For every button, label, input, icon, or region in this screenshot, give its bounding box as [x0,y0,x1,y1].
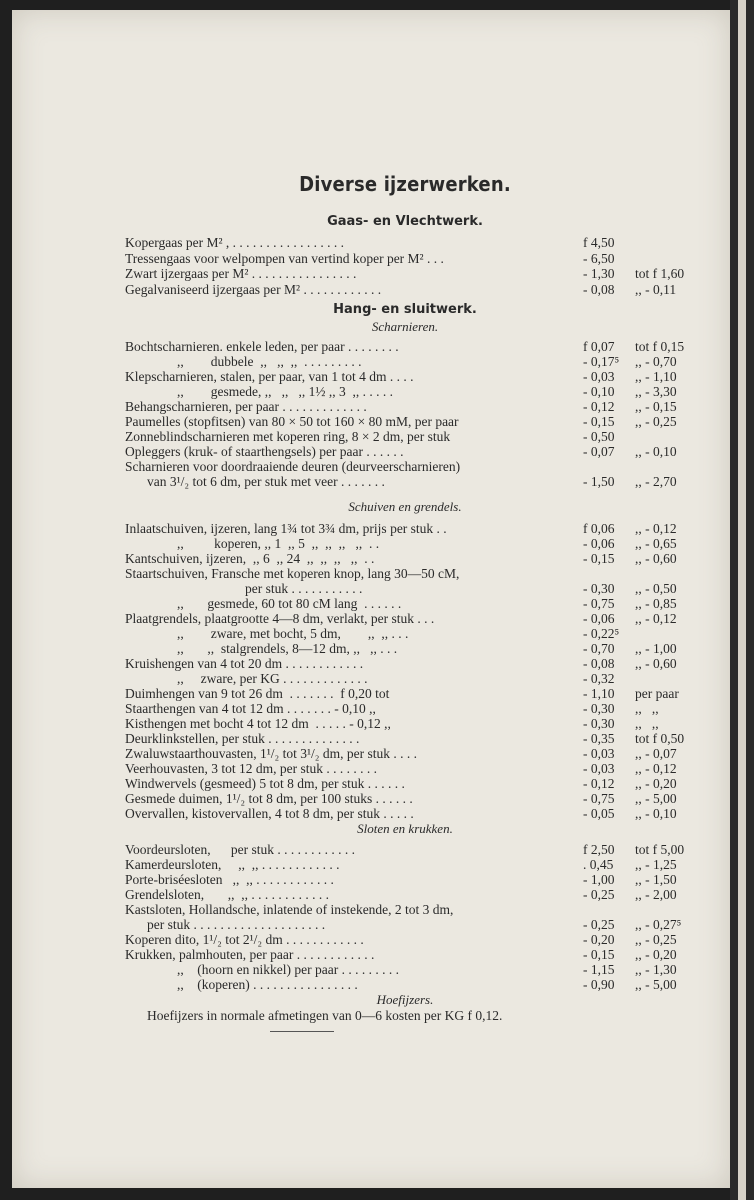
row-label: Kantschuiven, ijzeren, ,, 6 ,, 24 ,, ,, ,, ,, . . [125,551,375,566]
row-price: - 1,30 [583,266,615,281]
closing-rule [270,1031,334,1032]
row-range: ,, - 1,50 [635,872,677,887]
row-paumelles [125,414,715,430]
row-windwervels [125,776,715,792]
next-page-strip [738,0,746,1200]
row-label: Kruishengen van 4 tot 20 dm . . . . . . . . . . . . [125,656,364,671]
row-range: ,, - 0,25 [635,932,677,947]
row-zware-grendels [125,626,715,642]
subsection-hoefijzers: Hoefijzers. [376,992,434,1007]
row-price: - 0,15 [583,947,615,962]
row-price: - 1,10 [583,686,615,701]
row-price: - 0,03 [583,369,615,384]
row-staartschuiven [125,566,715,582]
row-range: tot f 1,60 [635,266,685,281]
row-price: - 1,00 [583,872,615,887]
row-tressengaas [125,251,715,267]
row-range: ,, - 0,15 [635,399,677,414]
row-label: Krukken, palmhouten, per paar . . . . . . . . . . . . [125,947,375,962]
row-krukken-hoorn [125,962,715,978]
row-range: ,, - 5,00 [635,977,677,992]
row-price: - 0,15 [583,551,615,566]
row-range: ,, - 0,12 [635,521,677,536]
row-label: Staartschuiven, Fransche met koperen knop, lang 30—50 cM, [125,566,460,581]
row-price: f 4,50 [583,235,615,250]
row-behangscharnieren [125,399,715,415]
row-label: Bochtscharnieren. enkele leden, per paar . . . . . . . . [125,339,399,354]
row-label: Grendelsloten, ,, ,, . . . . . . . . . . . . [125,887,329,902]
subsection-scharnieren: Scharnieren. [371,319,439,334]
row-range: ,, - 0,25 [635,414,677,429]
row-label: Veerhouvasten, 3 tot 12 dm, per stuk . . . . . . . . [125,761,377,776]
row-krukken [125,947,715,963]
row-klepscharnieren [125,369,715,385]
row-range: ,, - 0,10 [635,806,677,821]
row-label: Kamerdeursloten, ,, ,, . . . . . . . . . . . . [125,857,340,872]
row-label: Duimhengen van 9 tot 26 dm . . . . . . . f 0,20 tot [125,686,390,701]
row-range: tot f 0,15 [635,339,685,354]
row-range: ,, - 0,12 [635,611,677,626]
row-price: - 0,30 [583,701,615,716]
row-label: ,, ,, stalgrendels, 8—12 dm, ,, ,, . . . [177,641,398,656]
row-range: tot f 5,00 [635,842,685,857]
row-price: - 0,03 [583,761,615,776]
row-koperen-dito [125,932,715,948]
row-price: - 0,30 [583,716,615,731]
row-grendelsloten [125,887,715,903]
row-price: - 0,08 [583,282,615,297]
row-range: ,, - 0,11 [635,282,677,297]
row-range: ,, - 1,25 [635,857,677,872]
subsection-schuiven: Schuiven en grendels. [348,499,462,514]
row-opleggers [125,444,715,460]
row-label: Scharnieren voor doordraaiende deuren (deurveerscharnieren) [125,459,461,474]
row-price: - 0,15 [583,414,615,429]
row-range: ,, - 0,65 [635,536,677,551]
row-price: - 6,50 [583,251,615,266]
row-price: - 0,90 [583,977,615,992]
row-range: ,, - 0,70 [635,354,677,369]
row-voordeursloten [125,842,715,858]
row-label: Inlaatschuiven, ijzeren, lang 1¾ tot 3¾ dm, prijs per stuk . . [125,521,447,536]
row-label: Kopergaas per M² , . . . . . . . . . . . . . . . . . [125,235,345,250]
row-label: ,, (hoorn en nikkel) per paar . . . . . . . . . [177,962,399,977]
row-kisthengen [125,716,715,732]
row-gesmede-duimen [125,791,715,807]
row-gegalvaniseerd [125,282,715,298]
row-gesmede-scharnieren [125,384,715,400]
row-label: Plaatgrendels, plaatgrootte 4—8 dm, verlakt, per stuk . . . [125,611,435,626]
row-koperen-schuiven [125,536,715,552]
row-price: - 0,06 [583,536,615,551]
row-range: ,, - 1,10 [635,369,677,384]
next-page-edge [730,0,754,1200]
footer-hoefijzers: Hoefijzers in normale afmetingen van 0—6 kosten per KG f 0,12. [147,1008,503,1023]
row-price: - 0,50 [583,429,615,444]
row-range: ,, - 0,07 [635,746,677,761]
row-label: Behangscharnieren, per paar . . . . . . . . . . . . . [125,399,367,414]
row-kastsloten [125,902,715,918]
section-gaas: Gaas- en Vlechtwerk. [327,214,483,229]
row-inlaatschuiven [125,521,715,537]
row-label: ,, koperen, ,, 1 ,, 5 ,, ,, ,, ,, . . [177,536,380,551]
row-price: - 0,25 [583,887,615,902]
row-range: ,, - 2,70 [635,474,677,489]
row-price: - 0,25 [583,917,615,932]
row-range: ,, - 0,10 [635,444,677,459]
row-label: per stuk . . . . . . . . . . . . . . . . . . . . [147,917,326,932]
row-dubbele [125,354,715,370]
row-staarthengen [125,701,715,717]
row-porte-briseesloten [125,872,715,888]
row-overvallen [125,806,715,822]
row-zwart-ijzergaas [125,266,715,282]
row-kastsloten-per-stuk [125,917,715,933]
row-bochtscharnieren [125,339,715,355]
row-label: Tressengaas voor welpompen van vertind koper per M² . . . [125,251,444,266]
row-range: ,, ,, [635,716,659,731]
row-label: Voordeursloten, per stuk . . . . . . . . . . . . [125,842,355,857]
row-price: - 1,15 [583,962,615,977]
row-label: Gegalvaniseerd ijzergaas per M² . . . . . . . . . . . . [125,282,382,297]
row-range: ,, - 1,30 [635,962,677,977]
row-price: f 2,50 [583,842,615,857]
row-price: - 0,03 [583,746,615,761]
row-price: - 0,20 [583,932,615,947]
row-label: per stuk . . . . . . . . . . . [245,581,363,596]
row-price: - 0,35 [583,731,615,746]
row-kruishengen-zware [125,671,715,687]
row-label: Windwervels (gesmeed) 5 tot 8 dm, per stuk . . . . . . [125,776,405,791]
row-zwaluwstaarthouvasten [125,746,715,762]
row-label: Zonneblindscharnieren met koperen ring, 8 × 2 dm, per stuk [125,429,451,444]
row-range: ,, - 0,27⁵ [635,917,682,932]
row-range: ,, - 0,60 [635,656,677,671]
row-range: ,, - 1,00 [635,641,677,656]
row-price: - 0,06 [583,611,615,626]
row-label: Deurklinkstellen, per stuk . . . . . . . . . . . . . . [125,731,360,746]
row-label: Porte-briséesloten ,, ,, . . . . . . . . . . . . [125,872,334,887]
row-price: - 1,50 [583,474,615,489]
row-range: ,, - 3,30 [635,384,677,399]
row-range: ,, - 0,20 [635,947,677,962]
row-label: Kisthengen met bocht 4 tot 12 dm . . . . . - 0,12 ,, [125,716,391,731]
row-label: Kastsloten, Hollandsche, inlatende of instekende, 2 tot 3 dm, [125,902,454,917]
row-staartschuiven-per-stuk [125,581,715,597]
row-label: Overvallen, kistovervallen, 4 tot 8 dm, per stuk . . . . . [125,806,414,821]
row-range: per paar [635,686,679,701]
row-range: ,, ,, [635,701,659,716]
row-kopergaas [125,235,715,251]
row-krukken-koperen [125,977,715,993]
row-range: ,, - 0,50 [635,581,677,596]
row-deurveer-van [125,474,715,490]
row-price: - 0,32 [583,671,615,686]
row-price: - 0,22⁵ [583,626,620,641]
row-label: Klepscharnieren, stalen, per paar, van 1 tot 4 dm . . . . [125,369,414,384]
row-price: f 0,06 [583,521,615,536]
row-label: ,, zware, met bocht, 5 dm, ,, ,, . . . [177,626,409,641]
row-kamerdeursloten [125,857,715,873]
row-range: ,, - 5,00 [635,791,677,806]
row-price: - 0,08 [583,656,615,671]
row-label: Opleggers (kruk- of staarthengsels) per paar . . . . . . [125,444,404,459]
row-label: Paumelles (stopfitsen) van 80 × 50 tot 160 × 80 mM, per paar [125,414,459,429]
row-gesmede-schuiven [125,596,715,612]
row-label: ,, (koperen) . . . . . . . . . . . . . . . . [177,977,358,992]
row-label: Staarthengen van 4 tot 12 dm . . . . . . . - 0,10 ,, [125,701,376,716]
row-price: - 0,75 [583,791,615,806]
row-duimhengen [125,686,715,702]
row-range: ,, - 0,12 [635,761,677,776]
row-label: ,, dubbele ,, ,, ,, . . . . . . . . . [177,354,362,369]
row-price: - 0,07 [583,444,615,459]
row-price: - 0,70 [583,641,615,656]
row-price: - 0,17⁵ [583,354,620,369]
page-title: Diverse ijzerwerken. [299,172,511,196]
row-label: Zwaluwstaarthouvasten, 1¹/₂ tot 3¹/₂ dm, per stuk . . . . [125,746,417,761]
row-label: ,, gesmede, 60 tot 80 cM lang . . . . . . [177,596,402,611]
row-kruishengen [125,656,715,672]
row-label: van 3¹/₂ tot 6 dm, per stuk met veer . . . . . . . [147,474,385,489]
row-range: ,, - 2,00 [635,887,677,902]
row-price: - 0,10 [583,384,615,399]
row-range: ,, - 0,60 [635,551,677,566]
row-label: Zwart ijzergaas per M² . . . . . . . . . . . . . . . . [125,266,357,281]
row-label: Gesmede duimen, 1¹/₂ tot 8 dm, per 100 stuks . . . . . . [125,791,413,806]
row-deurveerscharnieren [125,459,715,475]
row-veerhouvasten [125,761,715,777]
row-label: ,, gesmede, ,, ,, ,, 1½ ,, 3 ,, . . . . . [177,384,393,399]
row-price: - 0,12 [583,399,615,414]
row-range: ,, - 0,85 [635,596,677,611]
row-plaatgrendels [125,611,715,627]
row-price: - 0,05 [583,806,615,821]
row-zonneblindscharnieren [125,429,715,445]
row-label: Koperen dito, 1¹/₂ tot 2¹/₂ dm . . . . . . . . . . . . [125,932,364,947]
row-stalgrendels [125,641,715,657]
row-label: ,, zware, per KG . . . . . . . . . . . . . [177,671,368,686]
row-price: f 0,07 [583,339,615,354]
row-price: . 0,45 [583,857,614,872]
row-deurklinkstellen [125,731,715,747]
row-kantschuiven [125,551,715,567]
row-price: - 0,12 [583,776,615,791]
row-price: - 0,30 [583,581,615,596]
row-range: tot f 0,50 [635,731,685,746]
section-hang: Hang- en sluitwerk. [333,302,477,317]
row-price: - 0,75 [583,596,615,611]
row-range: ,, - 0,20 [635,776,677,791]
subsection-sloten: Sloten en krukken. [357,821,453,836]
